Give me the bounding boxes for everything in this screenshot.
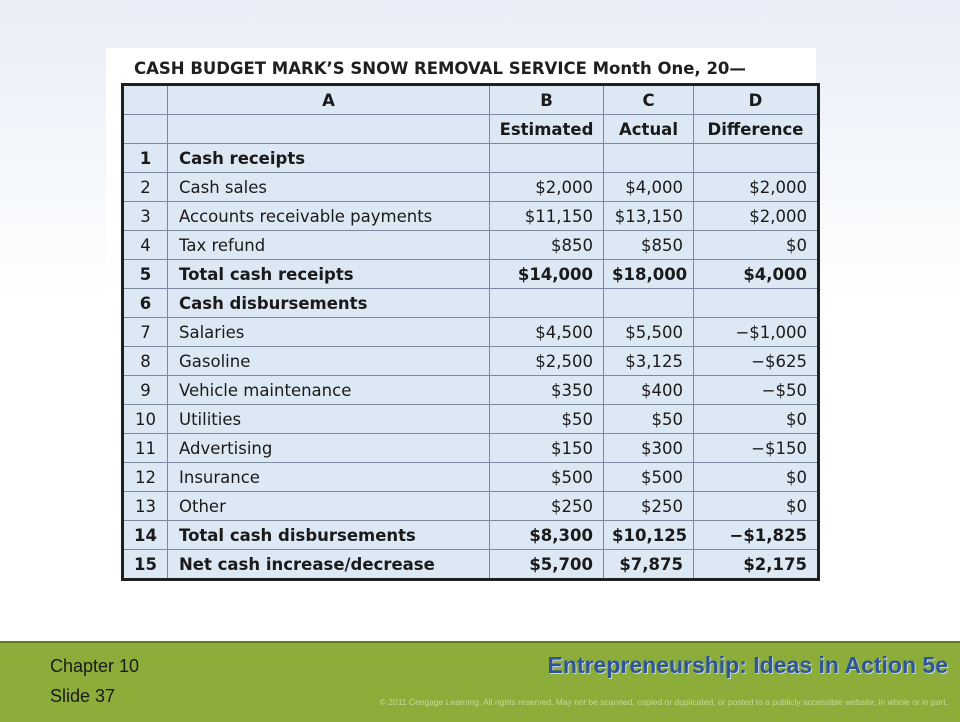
chapter-label: Chapter 10 bbox=[50, 656, 140, 676]
estimated-value bbox=[490, 289, 604, 318]
row-label: Gasoline bbox=[168, 347, 490, 376]
copyright-notice: © 2011 Cengage Learning. All rights reserved. May not be scanned, copied or duplicated, or posted to a publicly accessible website, in whole or in part. bbox=[379, 697, 948, 707]
difference-value: $2,000 bbox=[694, 173, 819, 202]
row-number: 9 bbox=[123, 376, 168, 405]
row-label: Tax refund bbox=[168, 231, 490, 260]
row-label: Cash sales bbox=[168, 173, 490, 202]
estimated-value: $4,500 bbox=[490, 318, 604, 347]
row-number: 13 bbox=[123, 492, 168, 521]
row-number: 1 bbox=[123, 144, 168, 173]
table-row bbox=[123, 347, 819, 376]
corner-cell bbox=[123, 85, 168, 115]
row-number: 12 bbox=[123, 463, 168, 492]
row-number: 5 bbox=[123, 260, 168, 289]
row-label: Net cash increase/decrease bbox=[168, 550, 490, 580]
column-letter-b: B bbox=[490, 85, 604, 115]
actual-value: $3,125 bbox=[604, 347, 694, 376]
column-letter-c: C bbox=[604, 85, 694, 115]
difference-value: −$50 bbox=[694, 376, 819, 405]
row-label: Insurance bbox=[168, 463, 490, 492]
estimated-value: $50 bbox=[490, 405, 604, 434]
estimated-value bbox=[490, 144, 604, 173]
estimated-value: $850 bbox=[490, 231, 604, 260]
row-label: Vehicle maintenance bbox=[168, 376, 490, 405]
actual-value: $4,000 bbox=[604, 173, 694, 202]
row-number: 4 bbox=[123, 231, 168, 260]
actual-value: $5,500 bbox=[604, 318, 694, 347]
table-title: CASH BUDGET MARK’S SNOW REMOVAL SERVICE Month One, 20— bbox=[134, 59, 746, 78]
table-row bbox=[123, 318, 819, 347]
book-title: Entrepreneurship: Ideas in Action 5e bbox=[547, 652, 948, 678]
row-number: 11 bbox=[123, 434, 168, 463]
slide-number: Slide 37 bbox=[50, 686, 116, 706]
estimated-value: $14,000 bbox=[490, 260, 604, 289]
difference-value: −$625 bbox=[694, 347, 819, 376]
actual-value: $50 bbox=[604, 405, 694, 434]
table-row bbox=[123, 492, 819, 521]
column-header-row bbox=[123, 115, 819, 144]
column-letter-a: A bbox=[168, 85, 490, 115]
table-row bbox=[123, 463, 819, 492]
table-row bbox=[123, 173, 819, 202]
header-difference: Difference bbox=[694, 115, 819, 144]
estimated-value: $350 bbox=[490, 376, 604, 405]
difference-value: −$1,825 bbox=[694, 521, 819, 550]
actual-value: $10,125 bbox=[604, 521, 694, 550]
column-letter-row bbox=[123, 85, 819, 115]
table-row bbox=[123, 202, 819, 231]
estimated-value: $5,700 bbox=[490, 550, 604, 580]
actual-value: $13,150 bbox=[604, 202, 694, 231]
actual-value: $18,000 bbox=[604, 260, 694, 289]
row-label: Utilities bbox=[168, 405, 490, 434]
estimated-value: $250 bbox=[490, 492, 604, 521]
row-label: Total cash receipts bbox=[168, 260, 490, 289]
estimated-value: $8,300 bbox=[490, 521, 604, 550]
table-row bbox=[123, 521, 819, 550]
table-row bbox=[123, 376, 819, 405]
row-number: 3 bbox=[123, 202, 168, 231]
difference-value: $4,000 bbox=[694, 260, 819, 289]
header-estimated: Estimated bbox=[490, 115, 604, 144]
estimated-value: $2,500 bbox=[490, 347, 604, 376]
row-label: Accounts receivable payments bbox=[168, 202, 490, 231]
difference-value: $2,000 bbox=[694, 202, 819, 231]
estimated-value: $500 bbox=[490, 463, 604, 492]
cash-budget-table bbox=[121, 83, 820, 581]
row-label: Cash disbursements bbox=[168, 289, 490, 318]
estimated-value: $150 bbox=[490, 434, 604, 463]
row-label: Advertising bbox=[168, 434, 490, 463]
difference-value: $2,175 bbox=[694, 550, 819, 580]
row-label: Salaries bbox=[168, 318, 490, 347]
row-label: Total cash disbursements bbox=[168, 521, 490, 550]
table-row bbox=[123, 550, 819, 580]
difference-value: −$150 bbox=[694, 434, 819, 463]
difference-value: $0 bbox=[694, 231, 819, 260]
actual-value: $500 bbox=[604, 463, 694, 492]
estimated-value: $11,150 bbox=[490, 202, 604, 231]
difference-value bbox=[694, 289, 819, 318]
difference-value: $0 bbox=[694, 405, 819, 434]
row-number: 15 bbox=[123, 550, 168, 580]
difference-value bbox=[694, 144, 819, 173]
estimated-value: $2,000 bbox=[490, 173, 604, 202]
difference-value: $0 bbox=[694, 492, 819, 521]
table-row bbox=[123, 289, 819, 318]
row-number: 7 bbox=[123, 318, 168, 347]
row-label: Other bbox=[168, 492, 490, 521]
row-label: Cash receipts bbox=[168, 144, 490, 173]
table-row bbox=[123, 260, 819, 289]
difference-value: −$1,000 bbox=[694, 318, 819, 347]
empty-header-cell bbox=[123, 115, 168, 144]
actual-value: $400 bbox=[604, 376, 694, 405]
table-row bbox=[123, 434, 819, 463]
row-number: 6 bbox=[123, 289, 168, 318]
actual-value bbox=[604, 289, 694, 318]
actual-value: $7,875 bbox=[604, 550, 694, 580]
actual-value: $250 bbox=[604, 492, 694, 521]
actual-value bbox=[604, 144, 694, 173]
table-row bbox=[123, 405, 819, 434]
table-row bbox=[123, 231, 819, 260]
table-row bbox=[123, 144, 819, 173]
difference-value: $0 bbox=[694, 463, 819, 492]
row-number: 10 bbox=[123, 405, 168, 434]
actual-value: $300 bbox=[604, 434, 694, 463]
header-actual: Actual bbox=[604, 115, 694, 144]
column-letter-d: D bbox=[694, 85, 819, 115]
row-number: 2 bbox=[123, 173, 168, 202]
actual-value: $850 bbox=[604, 231, 694, 260]
empty-header-cell bbox=[168, 115, 490, 144]
row-number: 14 bbox=[123, 521, 168, 550]
row-number: 8 bbox=[123, 347, 168, 376]
